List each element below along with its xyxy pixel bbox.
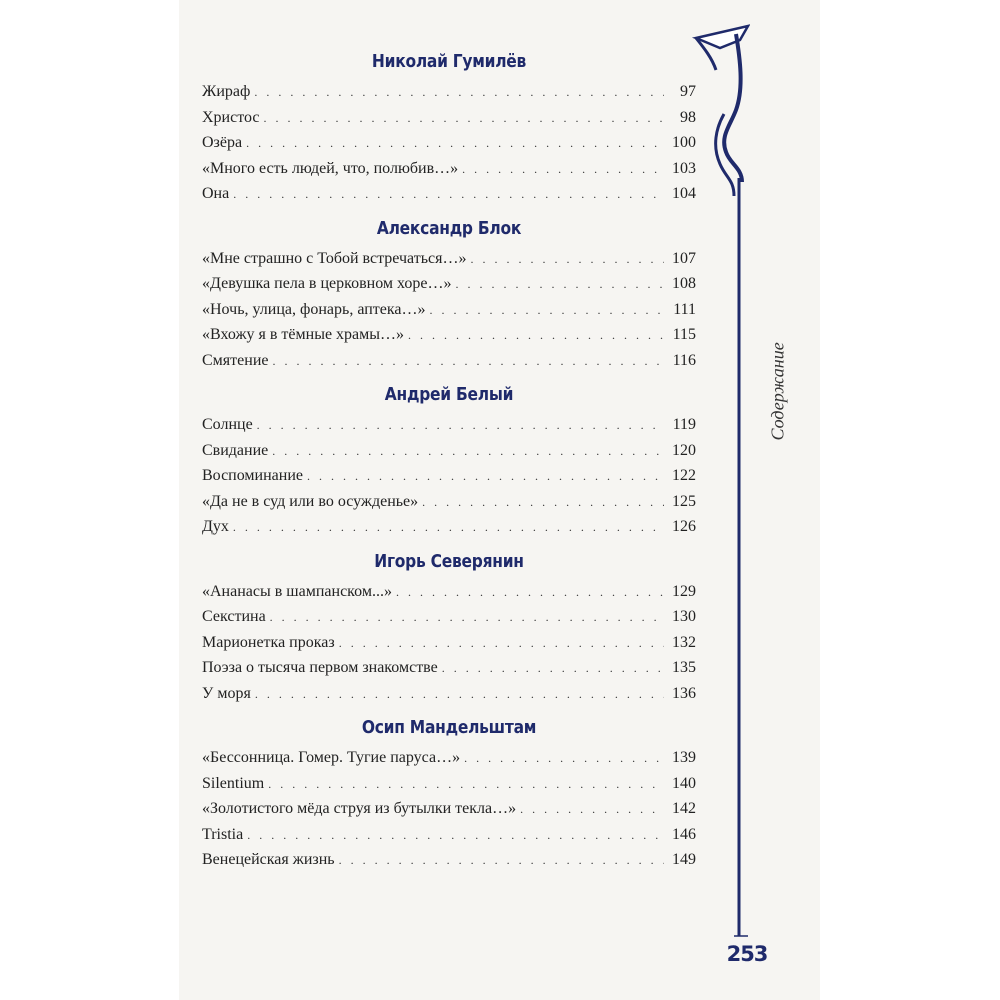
leader-dots (442, 656, 664, 682)
toc-entry[interactable] (202, 514, 696, 540)
entry-page-number: 125 (672, 492, 696, 510)
toc-entry[interactable] (202, 771, 696, 797)
entry-title: «Да не в суд или во осужденье» (202, 492, 419, 510)
entry-page-number: 97 (680, 83, 696, 100)
author-heading: Игорь Северянин (374, 550, 524, 572)
leader-dots (257, 413, 664, 439)
entry-page-number: 126 (672, 518, 696, 535)
entry-page-number: 135 (672, 659, 696, 676)
entry-page-number: 107 (672, 249, 696, 267)
entry-title: Воспоминание (202, 467, 304, 484)
entry-page-number: 116 (672, 351, 696, 369)
toc-entry[interactable] (202, 412, 696, 438)
toc-section (202, 711, 696, 873)
leader-dots (464, 746, 664, 772)
toc-entry[interactable] (202, 579, 696, 605)
leader-dots (462, 157, 664, 183)
entry-title: «Девушка пела в церковном хоре…» (202, 275, 452, 292)
author-heading: Андрей Белый (384, 384, 514, 405)
toc-entry[interactable] (202, 156, 696, 182)
entry-title: «Вхожу я в тёмные храмы…» (202, 326, 405, 343)
entry-title: «Мне страшно с Тобой встречаться…» (202, 249, 467, 267)
toc-entry[interactable] (202, 322, 696, 348)
entry-page-number: 129 (672, 582, 696, 600)
toc-entry[interactable] (202, 489, 696, 515)
entry-title: Христос (202, 108, 260, 126)
entry-title: «Бессонница. Гомер. Тугие паруса…» (202, 749, 461, 766)
entry-title: Silentium (202, 774, 265, 792)
leader-dots (307, 464, 664, 490)
leader-dots (430, 298, 665, 324)
toc-entry[interactable] (202, 79, 696, 105)
leader-dots (408, 323, 664, 349)
author-heading: Николай Гумилёв (371, 51, 527, 72)
entry-page-number: 120 (672, 441, 696, 459)
toc-entry[interactable] (202, 463, 696, 489)
entry-title: Дух (202, 518, 229, 535)
leader-dots (456, 272, 664, 298)
leader-dots (339, 631, 664, 657)
entry-page-number: 130 (672, 608, 696, 625)
entry-title: Озёра (202, 134, 243, 151)
leader-dots (268, 772, 664, 798)
toc-entry[interactable] (202, 348, 696, 374)
entry-title: «Ночь, улица, фонарь, аптека…» (202, 300, 426, 318)
toc-entry[interactable] (202, 655, 696, 681)
entry-title: Солнце (202, 416, 253, 433)
entry-title: Она (202, 185, 230, 202)
entry-page-number: 115 (672, 326, 696, 343)
leader-dots (247, 823, 664, 849)
toc-entry[interactable] (202, 271, 696, 297)
author-heading: Александр Блок (376, 217, 522, 239)
toc-entry[interactable] (202, 681, 696, 707)
entry-page-number: 136 (672, 684, 696, 702)
leader-dots (396, 580, 664, 606)
leader-dots (246, 131, 664, 157)
entry-title: Tristia (202, 825, 244, 843)
toc-section (202, 545, 696, 707)
entry-page-number: 149 (672, 851, 696, 868)
entry-page-number: 111 (673, 300, 696, 318)
entry-title: «Золотистого мёда струя из бутылки текла…» (202, 800, 517, 817)
entry-page-number: 139 (672, 749, 696, 766)
toc-entry[interactable] (202, 630, 696, 656)
entry-page-number: 98 (680, 108, 696, 126)
entry-page-number: 122 (672, 467, 696, 484)
entry-page-number: 140 (672, 774, 696, 792)
leader-dots (255, 682, 664, 708)
entry-page-number: 108 (672, 275, 696, 292)
toc-entry[interactable] (202, 438, 696, 464)
entry-page-number: 119 (672, 416, 696, 433)
entry-page-number: 100 (672, 134, 696, 151)
leader-dots (422, 490, 664, 516)
leader-dots (339, 848, 664, 874)
author-heading: Осип Мандельштам (361, 717, 537, 738)
toc-entry[interactable] (202, 604, 696, 630)
entry-title: Жираф (202, 83, 251, 100)
entry-title: Венецейская жизнь (202, 851, 335, 868)
toc-entry[interactable] (202, 796, 696, 822)
leader-dots (233, 515, 664, 541)
entry-title: У моря (202, 684, 251, 702)
table-of-contents (202, 40, 696, 873)
leader-dots (272, 439, 664, 465)
entry-page-number: 103 (672, 159, 696, 177)
leader-dots (270, 605, 664, 631)
toc-entry[interactable] (202, 297, 696, 323)
leader-dots (470, 247, 664, 273)
leader-dots (272, 349, 664, 375)
entry-page-number: 142 (672, 800, 696, 817)
toc-section (202, 378, 696, 540)
entry-page-number: 146 (672, 825, 696, 843)
leader-dots (254, 80, 664, 106)
leader-dots (233, 182, 664, 208)
entry-title: Поэза о тысяча первом знакомстве (202, 659, 438, 676)
entry-title: «Много есть людей, что, полюбив…» (202, 159, 459, 177)
entry-page-number: 132 (672, 633, 696, 651)
toc-entry[interactable] (202, 847, 696, 873)
toc-entry[interactable] (202, 745, 696, 771)
entry-title: Марионетка проказ (202, 633, 335, 651)
entry-title: Свидание (202, 441, 269, 459)
toc-entry[interactable] (202, 246, 696, 272)
page-number: 253 (726, 942, 768, 966)
entry-title: Смятение (202, 351, 269, 369)
toc-entry[interactable] (202, 181, 696, 207)
entry-title: Секстина (202, 608, 266, 625)
toc-entry[interactable] (202, 822, 696, 848)
entry-page-number: 104 (672, 185, 696, 202)
entry-title: «Ананасы в шампанском...» (202, 582, 392, 600)
toc-entry[interactable] (202, 130, 696, 156)
toc-section (202, 212, 696, 374)
toc-entry[interactable] (202, 105, 696, 131)
leader-dots (520, 797, 664, 823)
art-nouveau-ornament-icon (690, 18, 750, 948)
section-label: Содержание (767, 342, 788, 441)
toc-section (202, 45, 696, 207)
leader-dots (264, 106, 665, 132)
